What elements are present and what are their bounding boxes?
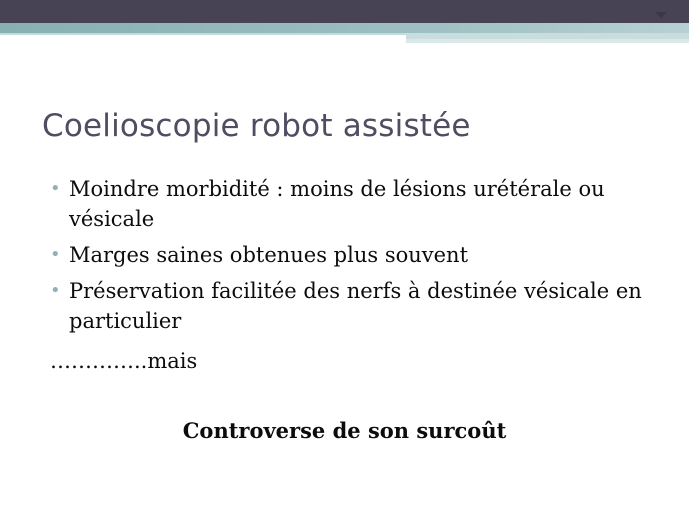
header-band-teal	[0, 23, 689, 33]
header-line	[0, 33, 406, 35]
bullet-text: Préservation facilitée des nerfs à destinée vésicale en particulier	[69, 279, 642, 333]
bullet-icon: •	[50, 280, 61, 301]
conclusion-text: Controverse de son surcoût	[182, 418, 507, 443]
bullet-icon: •	[50, 178, 61, 199]
bullet-text: Marges saines obtenues plus souvent	[69, 243, 469, 267]
bullet-item	[50, 174, 650, 234]
bullet-item	[50, 276, 650, 336]
header-band-dark	[0, 0, 689, 24]
bullet-list	[50, 174, 650, 342]
header-triangle-icon	[655, 12, 667, 18]
trailing-text: …………..mais	[50, 349, 198, 373]
bullet-icon: •	[50, 244, 61, 265]
slide-title: Coelioscopie robot assistée	[42, 108, 471, 144]
bullet-item	[50, 240, 650, 270]
header-band-lighter	[406, 39, 689, 43]
bullet-text: Moindre morbidité : moins de lésions urétérale ou vésicale	[69, 177, 605, 231]
